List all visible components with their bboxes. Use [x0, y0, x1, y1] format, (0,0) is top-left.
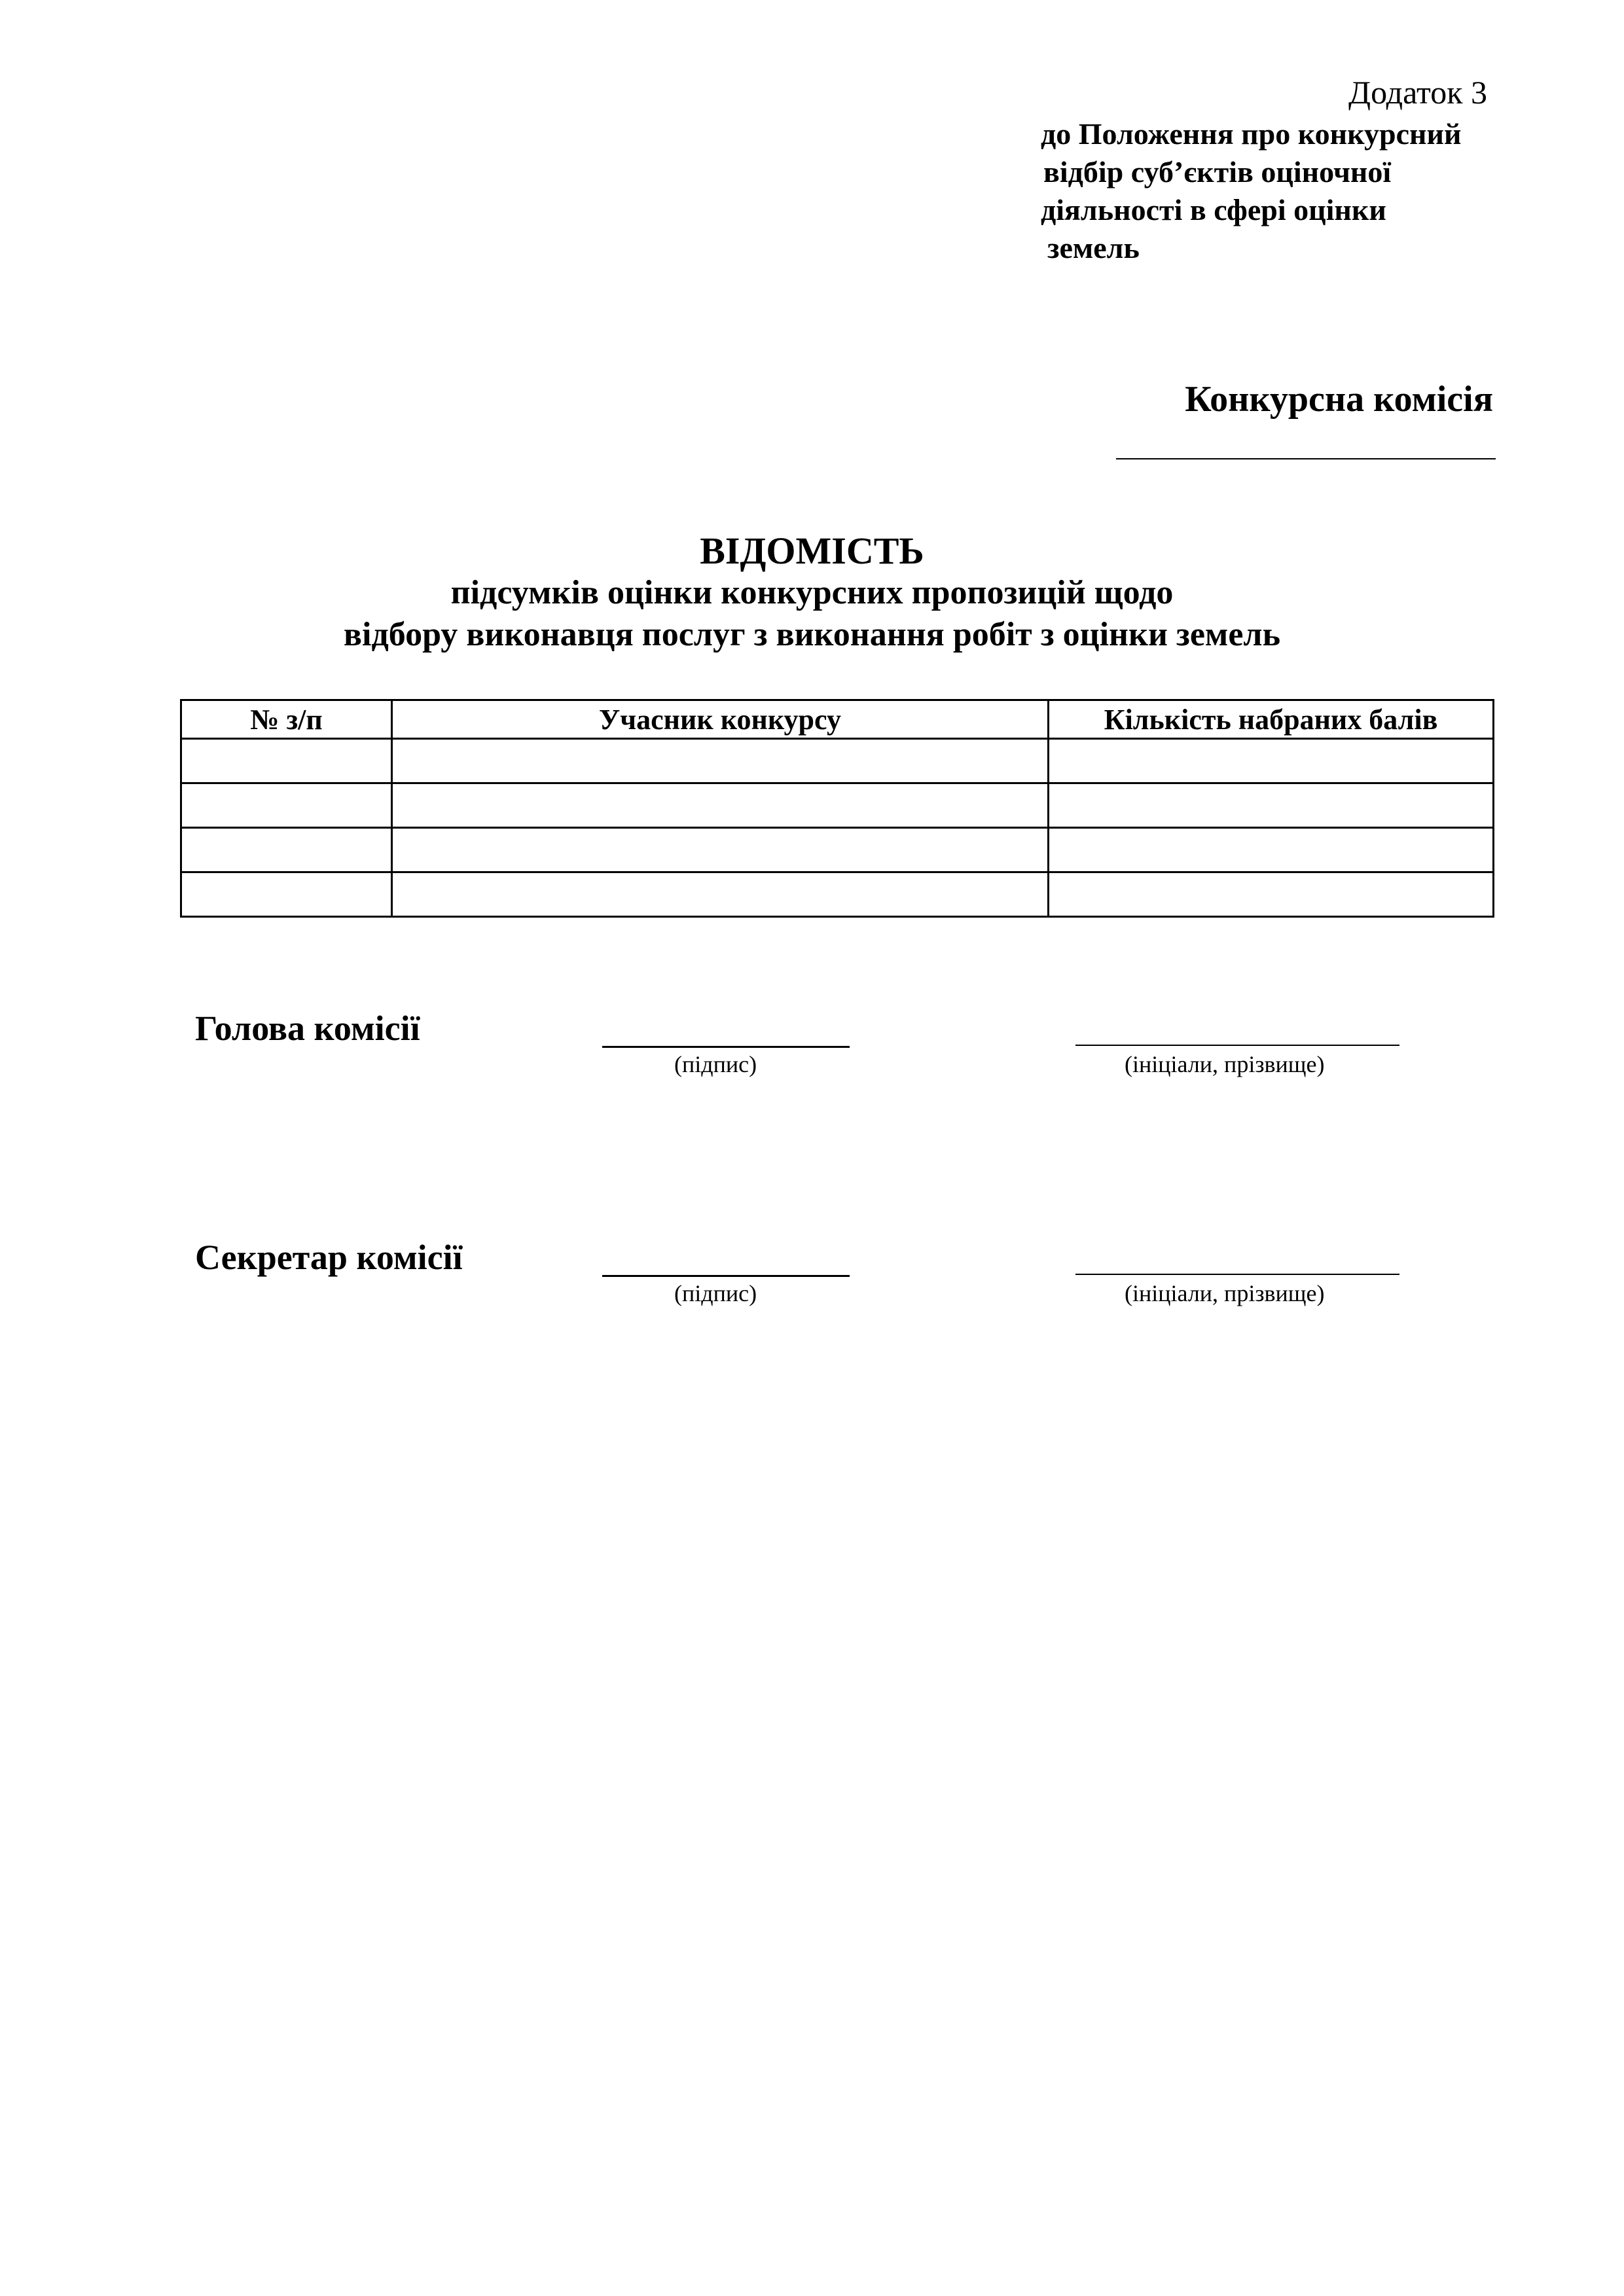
- chairman-signature-line: [602, 1046, 850, 1048]
- table-cell: [392, 828, 1049, 872]
- column-header-participant: Учасник конкурсу: [392, 700, 1049, 739]
- table-header-row: [181, 700, 1494, 739]
- commission-name-blank: [1116, 458, 1496, 459]
- appendix-line: відбір суб’єктів оціночної: [1043, 155, 1392, 188]
- table-row: [181, 739, 1494, 783]
- secretary-label: Секретар комісії: [195, 1238, 463, 1277]
- table-cell: [1049, 739, 1494, 783]
- table-cell: [181, 872, 392, 917]
- table-cell: [392, 872, 1049, 917]
- table-cell: [181, 739, 392, 783]
- signature-caption: (підпис): [674, 1051, 757, 1077]
- table-cell: [1049, 872, 1494, 917]
- results-table: [180, 699, 1494, 918]
- document-title: ВІДОМІСТЬ: [700, 529, 924, 572]
- appendix-line: діяльності в сфері оцінки: [1041, 193, 1386, 226]
- column-header-number: № з/п: [181, 700, 392, 739]
- table-cell: [1049, 783, 1494, 828]
- table-cell: [392, 783, 1049, 828]
- secretary-name-line: [1075, 1274, 1399, 1275]
- table-row: [181, 828, 1494, 872]
- secretary-signature-line: [602, 1275, 850, 1277]
- document-subtitle: відбору виконавця послуг з виконання робіт з оцінки земель: [343, 616, 1281, 653]
- table-cell: [181, 783, 392, 828]
- signature-caption: (підпис): [674, 1280, 757, 1306]
- appendix-line: до Положення про конкурсний: [1041, 117, 1462, 151]
- table-cell: [1049, 828, 1494, 872]
- document-subtitle: підсумків оцінки конкурсних пропозицій щодо: [450, 574, 1174, 611]
- appendix-line: земель: [1047, 231, 1140, 264]
- chairman-label: Голова комісії: [195, 1009, 420, 1048]
- table-cell: [181, 828, 392, 872]
- name-caption: (ініціали, прізвище): [1125, 1051, 1325, 1077]
- table-row: [181, 872, 1494, 917]
- name-caption: (ініціали, прізвище): [1125, 1280, 1325, 1306]
- commission-heading: Конкурсна комісія: [1185, 379, 1493, 420]
- column-header-score: Кількість набраних балів: [1049, 700, 1494, 739]
- chairman-name-line: [1075, 1045, 1399, 1046]
- table-cell: [392, 739, 1049, 783]
- table-row: [181, 783, 1494, 828]
- appendix-number: Додаток 3: [1348, 74, 1487, 111]
